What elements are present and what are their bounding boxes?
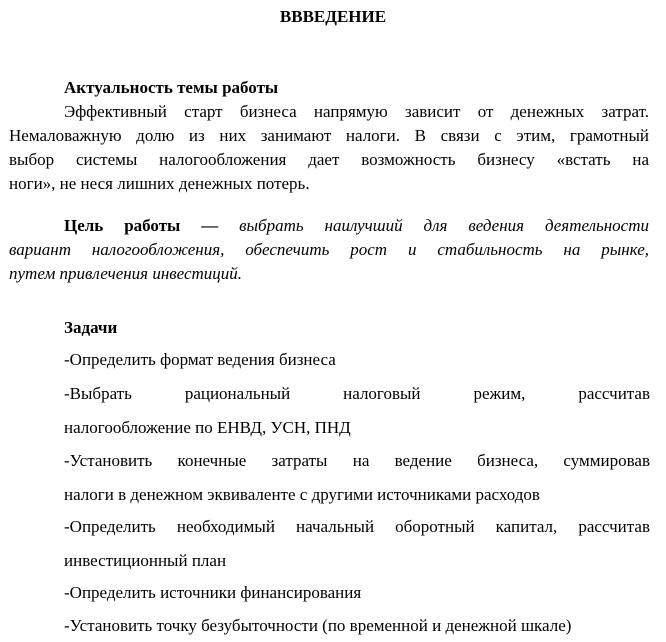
- task-item-4-line-1: -Определить необходимый начальный оборотный капитал, рассчитав: [64, 517, 650, 536]
- tasks-heading: Задачи: [64, 318, 118, 337]
- task-item-1: [64, 350, 650, 370]
- relevance-paragraph: [9, 100, 649, 196]
- task-item-3-line-1: -Установить конечные затраты на ведение бизнеса, суммировав: [64, 451, 650, 470]
- relevance-line-1: Эффективный старт бизнеса напрямую зависит от денежных затрат.: [64, 102, 649, 121]
- task-item-3-line-2: налоги в денежном эквиваленте с другими источниками расходов: [64, 485, 540, 504]
- task-item-2: [64, 384, 650, 438]
- task-item-3: [64, 451, 650, 505]
- relevance-line-4: ноги», не неся лишних денежных потерь.: [9, 174, 310, 193]
- goal-text-1: выбрать наилучший для ведения деятельности: [239, 216, 650, 235]
- task-item-1-line-1: -Определить формат ведения бизнеса: [64, 350, 336, 369]
- goal-dash: —: [201, 216, 219, 235]
- task-item-2-line-2: налогообложение по ЕНВД, УСН, ПНД: [64, 418, 351, 437]
- task-item-2-line-1: -Выбрать рациональный налоговый режим, рассчитав: [64, 384, 650, 403]
- task-item-4: [64, 517, 650, 571]
- goal-paragraph: [9, 214, 649, 286]
- task-item-6-line-1: -Установить точку безубыточности (по временной и денежной шкале): [64, 616, 572, 635]
- goal-text-2: вариант налогообложения, обеспечить рост и стабильность на рынке,: [9, 240, 649, 259]
- document-title: ВВВЕДЕНИЕ: [279, 7, 387, 26]
- relevance-line-3: выбор системы налогообложения дает возможность бизнесу «встать на: [9, 150, 649, 169]
- task-item-6: [64, 616, 650, 636]
- goal-text-3: путем привлечения инвестиций.: [9, 264, 243, 283]
- task-item-4-line-2: инвестиционный план: [64, 551, 227, 570]
- relevance-line-2: Немаловажную долю из них занимают налоги. В связи с этим, грамотный: [9, 126, 649, 145]
- task-item-5: [64, 583, 650, 603]
- goal-label: Цель работы: [64, 216, 181, 235]
- relevance-heading: Актуальность темы работы: [64, 78, 279, 97]
- task-item-5-line-1: -Определить источники финансирования: [64, 583, 362, 602]
- goal-line-1: [9, 214, 649, 238]
